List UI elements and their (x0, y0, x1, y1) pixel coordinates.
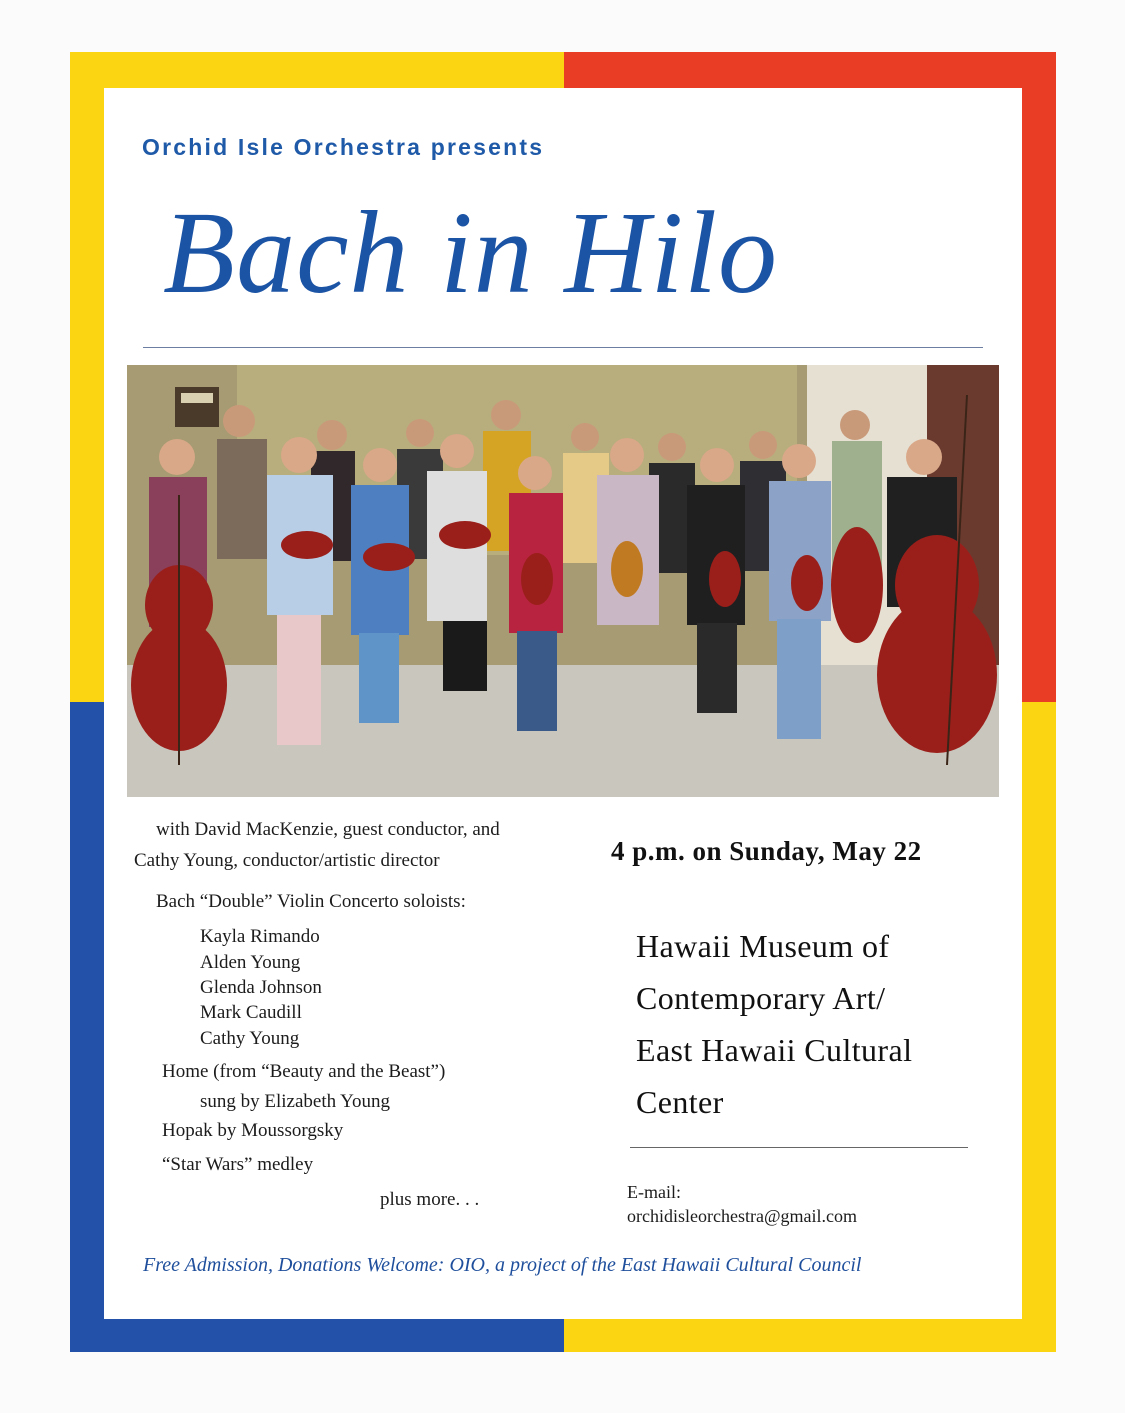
soloist-name: Glenda Johnson (200, 977, 322, 998)
venue-divider (630, 1147, 968, 1148)
footer-note: Free Admission, Donations Welcome: OIO, a project of the East Hawaii Cultural Council (143, 1254, 862, 1276)
venue-line: East Hawaii Cultural (636, 1032, 913, 1068)
frame-blue-bottom (70, 1319, 564, 1352)
soloist-name: Cathy Young (200, 1028, 300, 1049)
email-address[interactable]: orchidisleorchestra@gmail.com (627, 1206, 858, 1226)
frame-red-right (1022, 52, 1056, 702)
soloist-name: Mark Caudill (200, 1002, 302, 1023)
frame-red-top (564, 52, 1056, 88)
guest-conductor-line: with David MacKenzie, guest conductor, and (156, 819, 500, 840)
home-piece-line: Home (from “Beauty and the Beast”) (162, 1061, 446, 1082)
singer-line: sung by Elizabeth Young (200, 1091, 390, 1112)
presenter-line: Orchid Isle Orchestra presents (142, 134, 545, 160)
soloist-name: Kayla Rimando (200, 926, 320, 947)
conductor-line: Cathy Young, conductor/artistic director (134, 850, 440, 871)
frame-yellow-left (70, 52, 104, 702)
plus-more-line: plus more. . . (380, 1189, 480, 1210)
star-wars-line: “Star Wars” medley (162, 1154, 314, 1175)
title-divider (143, 347, 983, 348)
venue-line: Contemporary Art/ (636, 980, 886, 1016)
orchestra-photo (127, 365, 999, 797)
poster-title: Bach in Hilo (163, 187, 779, 318)
frame-yellow-bottom (564, 1319, 1056, 1352)
frame-blue-left (70, 702, 104, 1352)
soloist-name: Alden Young (200, 952, 301, 973)
email-label: E-mail: (627, 1182, 681, 1202)
frame-yellow-top (70, 52, 564, 88)
frame-yellow-right (1022, 702, 1056, 1352)
venue-line: Center (636, 1084, 724, 1120)
event-time: 4 p.m. on Sunday, May 22 (611, 836, 922, 866)
hopak-line: Hopak by Moussorgsky (162, 1120, 344, 1141)
concerto-heading: Bach “Double” Violin Concerto soloists: (156, 891, 466, 912)
venue-block (636, 920, 912, 1128)
orchestra-group-photo-icon (127, 365, 999, 797)
venue-line: Hawaii Museum of (636, 928, 890, 964)
